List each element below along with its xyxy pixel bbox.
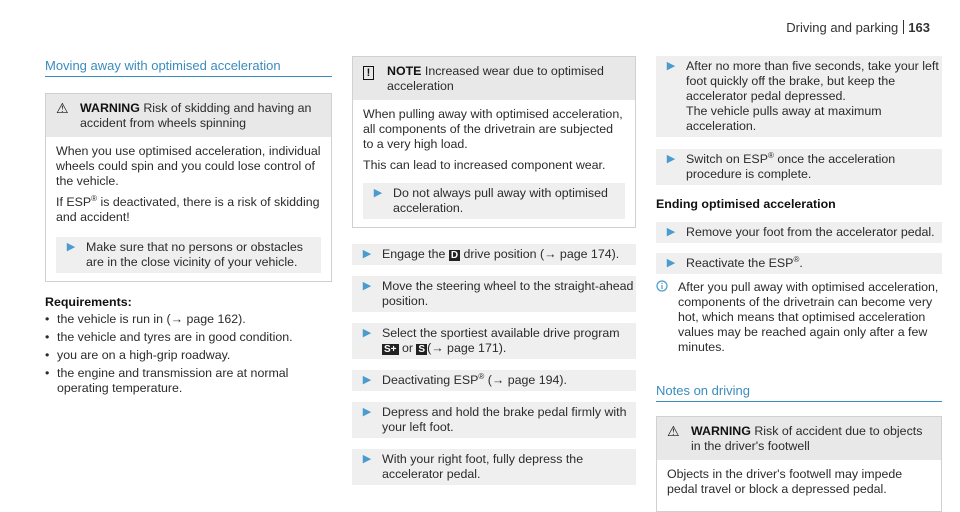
step-arrow-icon: ▶ bbox=[666, 153, 676, 165]
step-arrow-icon: ▶ bbox=[666, 257, 676, 269]
procedure-steps bbox=[352, 244, 636, 485]
chapter-title: Driving and parking bbox=[786, 20, 899, 35]
notice-box bbox=[352, 56, 636, 228]
step-arrow-icon: ▶ bbox=[362, 248, 372, 260]
section-title: Moving away with optimised acceleration bbox=[45, 58, 332, 77]
header-separator bbox=[903, 20, 904, 34]
step-arrow-icon: ▶ bbox=[362, 327, 372, 339]
warning-text: Risk of accident due to objects in the driver's footwell bbox=[691, 424, 923, 453]
drive-program-key: S bbox=[418, 344, 426, 355]
step-arrow-icon: ▶ bbox=[666, 226, 676, 238]
section-title: Notes on driving bbox=[656, 383, 942, 402]
step-text: After no more than five seconds, take your left foot quickly off the brake, but keep the accelerator pedal depressed. bbox=[686, 59, 939, 103]
step-arrow-icon: ▶ bbox=[362, 453, 372, 465]
step-item: ▶ Deactivating ESP® (→ page 194). bbox=[352, 370, 636, 391]
warning-body bbox=[657, 460, 941, 511]
step-item bbox=[56, 237, 321, 273]
page-number: 163 bbox=[908, 20, 930, 35]
step-item bbox=[656, 56, 942, 137]
step-text: Remove your foot from the accelerator pedal. bbox=[686, 225, 935, 239]
middle-column bbox=[352, 56, 636, 496]
step-text: With your right foot, fully depress the accelerator pedal. bbox=[382, 452, 584, 481]
step-item: ▶ Engage the D drive position (→ page 174). bbox=[352, 244, 636, 265]
running-header bbox=[786, 20, 930, 35]
notice-exclamation-icon: ! bbox=[363, 64, 387, 94]
notice-label: NOTE bbox=[387, 64, 422, 78]
step-arrow-icon: ▶ bbox=[362, 406, 372, 418]
step-item: ▶ Switch on ESP® once the acceleration procedure is complete. bbox=[656, 149, 942, 185]
notice-paragraph: When pulling away with optimised acceleration, all components of the drivetrain are subjected to a very high load. bbox=[363, 107, 623, 151]
drive-program-key: S+ bbox=[384, 344, 397, 355]
warning-paragraph: If ESP® is deactivated, there is a risk of skidding and accident! bbox=[56, 193, 320, 224]
step-arrow-icon: ▶ bbox=[66, 241, 76, 253]
info-note bbox=[656, 280, 942, 355]
step-arrow-icon: ▶ bbox=[373, 187, 383, 199]
notice-body bbox=[353, 100, 635, 227]
warning-triangle-icon: ⚠ bbox=[667, 423, 680, 439]
step-text: Depress and hold the brake pedal firmly with your left foot. bbox=[382, 405, 627, 434]
step-item bbox=[352, 402, 636, 438]
step-arrow-icon: ▶ bbox=[362, 280, 372, 292]
info-icon bbox=[656, 280, 678, 355]
warning-header bbox=[46, 94, 331, 137]
requirements-list bbox=[45, 312, 332, 396]
notice-text: Increased wear due to optimised acceleration bbox=[387, 64, 604, 93]
list-item: • you are on a high-grip roadway. bbox=[45, 348, 332, 363]
warning-label: WARNING bbox=[80, 101, 140, 115]
requirements-title: Requirements: bbox=[45, 295, 132, 309]
requirements bbox=[45, 295, 332, 396]
notice-paragraph: This can lead to increased component wear. bbox=[363, 158, 606, 172]
warning-box bbox=[45, 93, 332, 282]
right-column bbox=[656, 56, 942, 512]
step-text: Move the steering wheel to the straight-ahead position. bbox=[382, 279, 634, 308]
step-item bbox=[352, 276, 636, 312]
notice-header bbox=[353, 57, 635, 100]
warning-paragraph: Objects in the driver's footwell may impede pedal travel or block a depressed pedal. bbox=[667, 467, 903, 496]
drive-position-key: D bbox=[450, 250, 459, 261]
step-item: ▶ Select the sportiest available drive program S+ or S (→ page 171). bbox=[352, 323, 636, 359]
step-text: Do not always pull away with optimised acceleration. bbox=[393, 186, 608, 215]
warning-body bbox=[46, 137, 331, 281]
step-result: The vehicle pulls away at maximum acceleration. bbox=[686, 104, 882, 133]
warning-header bbox=[657, 417, 941, 460]
subsection-title: Ending optimised acceleration bbox=[656, 197, 836, 211]
step-item bbox=[363, 183, 625, 219]
step-arrow-icon: ▶ bbox=[666, 60, 676, 72]
step-arrow-icon: ▶ bbox=[362, 374, 372, 386]
step-text: Make sure that no persons or obstacles are in the close vicinity of your vehicle. bbox=[86, 240, 303, 269]
step-item: ▶ Reactivate the ESP®. bbox=[656, 253, 942, 274]
note-text: After you pull away with optimised acceleration, components of the drivetrain can become very hot, which means that optimised acceleration values may be reached again only after a few minutes. bbox=[678, 280, 939, 354]
warning-paragraph: When you use optimised acceleration, individual wheels could spin and you could lose control of the vehicle. bbox=[56, 144, 321, 188]
warning-triangle-icon: ⚠ bbox=[56, 100, 69, 116]
list-item: • the engine and transmission are at normal operating temperature. bbox=[45, 366, 332, 396]
list-item: • the vehicle and tyres are in good condition. bbox=[45, 330, 332, 345]
step-item bbox=[656, 222, 942, 243]
left-column bbox=[45, 58, 332, 399]
warning-text: Risk of skidding and having an accident from wheels spinning bbox=[80, 101, 312, 130]
warning-label: WARNING bbox=[691, 424, 751, 438]
warning-box bbox=[656, 416, 942, 512]
list-item: • the vehicle is run in (→ page 162). bbox=[45, 312, 332, 327]
